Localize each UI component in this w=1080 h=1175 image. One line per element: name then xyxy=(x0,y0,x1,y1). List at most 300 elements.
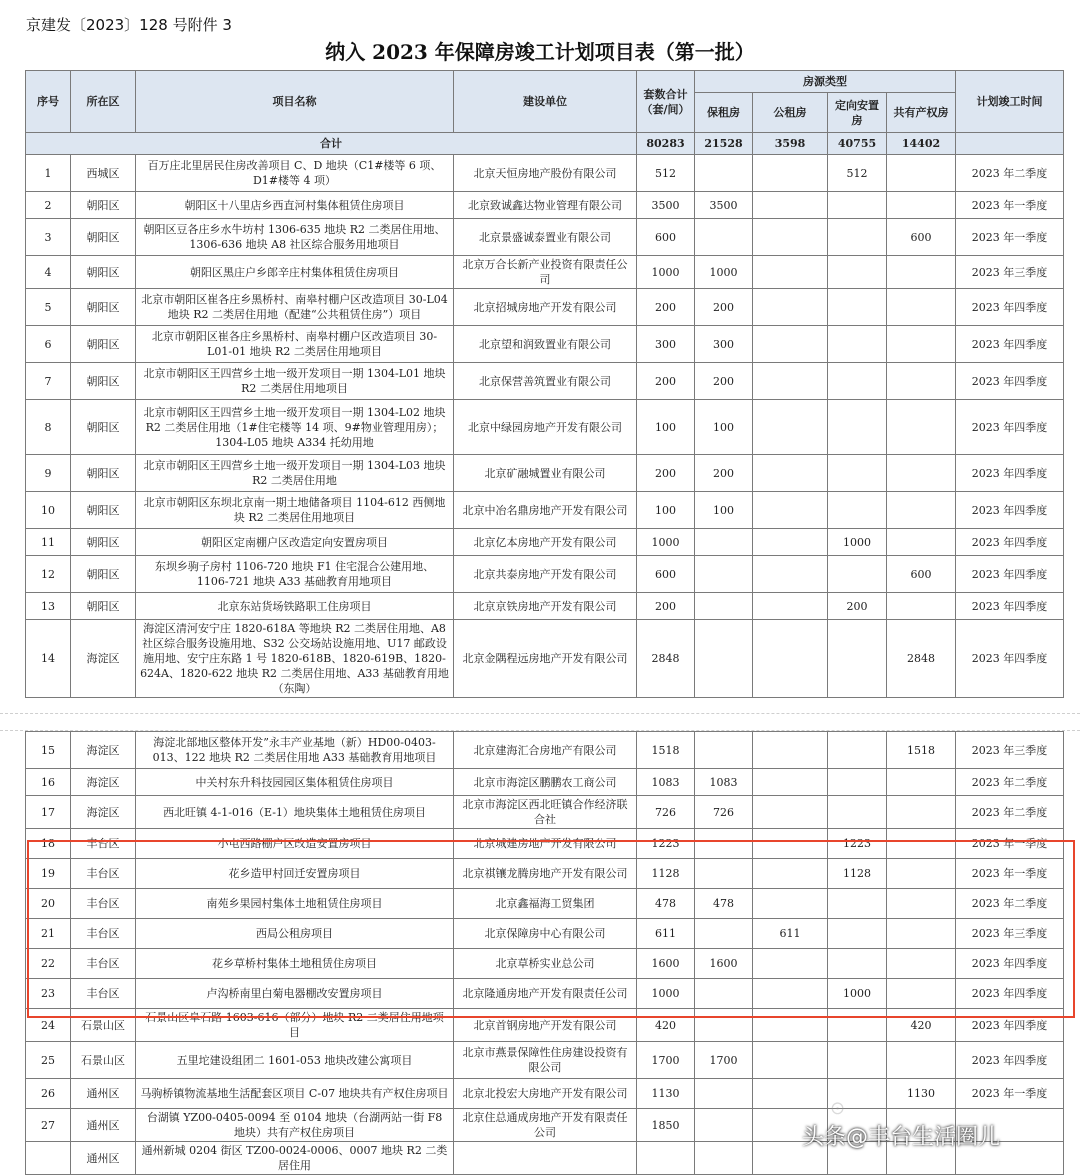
cell-public xyxy=(753,889,828,919)
cell-district: 海淀区 xyxy=(71,769,136,796)
cell-total: 1000 xyxy=(637,256,695,289)
cell-shared xyxy=(887,455,956,492)
cell-builder: 北京保营善筑置业有限公司 xyxy=(454,363,637,400)
table-body-top xyxy=(26,133,1064,698)
cell-resettle xyxy=(828,256,887,289)
cell-shared xyxy=(887,289,956,326)
header-district: 所在区 xyxy=(71,71,136,133)
cell-builder: 北京中冶名鼎房地产开发有限公司 xyxy=(454,492,637,529)
cell-total: 1128 xyxy=(637,859,695,889)
cell-shared xyxy=(887,192,956,219)
cell-district: 西城区 xyxy=(71,155,136,192)
cell-public xyxy=(753,492,828,529)
cell-rent xyxy=(695,620,753,698)
cell-builder: 北京保障房中心有限公司 xyxy=(454,919,637,949)
cell-resettle xyxy=(828,1042,887,1079)
cell-resettle xyxy=(828,326,887,363)
cell-shared xyxy=(887,829,956,859)
cell-rent xyxy=(695,593,753,620)
cell-resettle xyxy=(828,769,887,796)
cell-public xyxy=(753,256,828,289)
cell-shared xyxy=(887,919,956,949)
cell-total: 200 xyxy=(637,363,695,400)
cell-project: 北京市朝阳区崔各庄乡黑桥村、南皋村棚户区改造项目 30-L04 地块 R2 二类居住用地（配建“公共租赁住房”）项目 xyxy=(136,289,454,326)
header-resettle: 定向安置房 xyxy=(828,93,887,133)
cell-seq: 4 xyxy=(26,256,71,289)
cell-resettle xyxy=(828,556,887,593)
cell-district: 朝阳区 xyxy=(71,455,136,492)
totals-shared: 14402 xyxy=(887,133,956,155)
cell-project: 小屯西路棚户区改造安置房项目 xyxy=(136,829,454,859)
cell-public xyxy=(753,796,828,829)
cell-shared xyxy=(887,979,956,1009)
cell-district: 朝阳区 xyxy=(71,192,136,219)
cell-rent: 100 xyxy=(695,492,753,529)
cell-rent: 200 xyxy=(695,363,753,400)
cell-seq xyxy=(26,1142,71,1175)
table-bottom-page xyxy=(25,731,1063,1175)
cell-builder: 北京祺镶龙腾房地产开发有限公司 xyxy=(454,859,637,889)
cell-shared: 1518 xyxy=(887,732,956,769)
cell-seq: 2 xyxy=(26,192,71,219)
cell-resettle xyxy=(828,289,887,326)
cell-total: 420 xyxy=(637,1009,695,1042)
cell-seq: 22 xyxy=(26,949,71,979)
table-top-page xyxy=(25,70,1063,698)
cell-public xyxy=(753,192,828,219)
cell-rent: 478 xyxy=(695,889,753,919)
cell-shared: 420 xyxy=(887,1009,956,1042)
cell-resettle xyxy=(828,1009,887,1042)
cell-plan: 2023 年四季度 xyxy=(956,363,1064,400)
cell-district: 朝阳区 xyxy=(71,363,136,400)
cell-district: 石景山区 xyxy=(71,1009,136,1042)
cell-rent xyxy=(695,979,753,1009)
cell-project: 通州新城 0204 街区 TZ00-0024-0006、0007 地块 R2 二类居住用 xyxy=(136,1142,454,1175)
table-row xyxy=(26,593,1064,620)
cell-shared xyxy=(887,889,956,919)
cell-seq: 24 xyxy=(26,1009,71,1042)
cell-shared xyxy=(887,155,956,192)
cell-total: 200 xyxy=(637,593,695,620)
cell-shared: 1130 xyxy=(887,1079,956,1109)
cell-public xyxy=(753,1042,828,1079)
header-builder: 建设单位 xyxy=(454,71,637,133)
cell-rent xyxy=(695,556,753,593)
cell-total: 200 xyxy=(637,455,695,492)
watermark-text: 头条@丰台生活圈儿 xyxy=(802,1125,1001,1150)
cell-plan: 2023 年一季度 xyxy=(956,192,1064,219)
table-row xyxy=(26,796,1064,829)
cell-seq: 18 xyxy=(26,829,71,859)
cell-rent: 100 xyxy=(695,400,753,455)
table-row xyxy=(26,949,1064,979)
cell-district: 石景山区 xyxy=(71,1042,136,1079)
cell-public xyxy=(753,732,828,769)
header-shared: 共有产权房 xyxy=(887,93,956,133)
cell-seq: 16 xyxy=(26,769,71,796)
watermark-ghost: ⊙ xyxy=(830,1098,846,1119)
cell-resettle: 1128 xyxy=(828,859,887,889)
cell-project: 马驹桥镇物流基地生活配套区项目 C-07 地块共有产权住房项目 xyxy=(136,1079,454,1109)
totals-rent: 21528 xyxy=(695,133,753,155)
cell-rent xyxy=(695,155,753,192)
cell-district: 朝阳区 xyxy=(71,492,136,529)
table-body-bottom xyxy=(26,732,1064,1175)
cell-resettle xyxy=(828,919,887,949)
header-type-group: 房源类型 xyxy=(695,71,956,93)
cell-builder: 北京市海淀区鹏鹏农工商公司 xyxy=(454,769,637,796)
project-table-top xyxy=(25,70,1064,698)
cell-plan: 2023 年一季度 xyxy=(956,859,1064,889)
cell-resettle: 1000 xyxy=(828,979,887,1009)
cell-builder: 北京市燕景保障性住房建设投资有限公司 xyxy=(454,1042,637,1079)
cell-shared xyxy=(887,769,956,796)
cell-rent xyxy=(695,219,753,256)
cell-public xyxy=(753,769,828,796)
cell-district: 丰台区 xyxy=(71,979,136,1009)
cell-resettle xyxy=(828,219,887,256)
cell-total: 1850 xyxy=(637,1109,695,1142)
table-row xyxy=(26,979,1064,1009)
cell-project: 朝阳区定南棚户区改造定向安置房项目 xyxy=(136,529,454,556)
cell-public xyxy=(753,363,828,400)
cell-project: 海淀区清河安宁庄 1820-618A 等地块 R2 二类居住用地、A8 社区综合服务设施用地、S32 公交场站设施用地、U17 邮政设施用地、安宁庄东路 1 号 1820-618B、1820-619B、1820-624A、1820-622 地块 R2 二类居住用地、A33 基础教育用地（东陶） xyxy=(136,620,454,698)
cell-public xyxy=(753,529,828,556)
cell-builder: 北京万合长新产业投资有限责任公司 xyxy=(454,256,637,289)
cell-plan: 2023 年四季度 xyxy=(956,1009,1064,1042)
header-total: 套数合计（套/间） xyxy=(637,71,695,133)
cell-district: 通州区 xyxy=(71,1142,136,1175)
cell-project: 花乡造甲村回迁安置房项目 xyxy=(136,859,454,889)
cell-shared xyxy=(887,1042,956,1079)
cell-seq: 10 xyxy=(26,492,71,529)
header-public: 公租房 xyxy=(753,93,828,133)
cell-project: 北京市朝阳区王四营乡土地一级开发项目一期 1304-L01 地块 R2 二类居住用地项目 xyxy=(136,363,454,400)
cell-public xyxy=(753,859,828,889)
cell-builder: 北京住总通成房地产开发有限责任公司 xyxy=(454,1109,637,1142)
cell-resettle: 1223 xyxy=(828,829,887,859)
cell-rent xyxy=(695,1079,753,1109)
cell-district: 丰台区 xyxy=(71,829,136,859)
cell-district: 海淀区 xyxy=(71,732,136,769)
cell-builder: 北京城建房地产开发有限公司 xyxy=(454,829,637,859)
cell-total: 611 xyxy=(637,919,695,949)
cell-rent: 1700 xyxy=(695,1042,753,1079)
totals-resettle: 40755 xyxy=(828,133,887,155)
cell-district: 朝阳区 xyxy=(71,256,136,289)
cell-builder: 北京天恒房地产股份有限公司 xyxy=(454,155,637,192)
cell-plan: 2023 年二季度 xyxy=(956,889,1064,919)
cell-plan: 2023 年二季度 xyxy=(956,155,1064,192)
cell-total: 1223 xyxy=(637,829,695,859)
cell-district: 丰台区 xyxy=(71,859,136,889)
cell-district: 丰台区 xyxy=(71,919,136,949)
cell-rent xyxy=(695,732,753,769)
table-row xyxy=(26,732,1064,769)
cell-rent xyxy=(695,1009,753,1042)
cell-total: 726 xyxy=(637,796,695,829)
cell-district: 通州区 xyxy=(71,1109,136,1142)
cell-public: 611 xyxy=(753,919,828,949)
cell-plan: 2023 年一季度 xyxy=(956,829,1064,859)
table-row xyxy=(26,620,1064,698)
cell-resettle: 1000 xyxy=(828,529,887,556)
table-row xyxy=(26,1079,1064,1109)
cell-plan: 2023 年四季度 xyxy=(956,1042,1064,1079)
cell-district: 海淀区 xyxy=(71,620,136,698)
table-row xyxy=(26,192,1064,219)
cell-shared: 600 xyxy=(887,219,956,256)
cell-project: 朝阳区十八里店乡西直河村集体租赁住房项目 xyxy=(136,192,454,219)
cell-rent xyxy=(695,829,753,859)
cell-project: 西北旺镇 4-1-016（E-1）地块集体土地租赁住房项目 xyxy=(136,796,454,829)
cell-district: 朝阳区 xyxy=(71,593,136,620)
table-row xyxy=(26,1009,1064,1042)
table-row xyxy=(26,326,1064,363)
cell-public xyxy=(753,949,828,979)
header-seq: 序号 xyxy=(26,71,71,133)
cell-rent xyxy=(695,529,753,556)
cell-builder: 北京亿本房地产开发有限公司 xyxy=(454,529,637,556)
cell-project: 百万庄北里居民住房改善项目 C、D 地块（C1#楼等 6 项、D1#楼等 4 项） xyxy=(136,155,454,192)
cell-plan: 2023 年三季度 xyxy=(956,732,1064,769)
cell-builder: 北京景盛诚泰置业有限公司 xyxy=(454,219,637,256)
table-row xyxy=(26,919,1064,949)
cell-total: 2848 xyxy=(637,620,695,698)
cell-resettle xyxy=(828,400,887,455)
cell-shared: 2848 xyxy=(887,620,956,698)
cell-district: 丰台区 xyxy=(71,889,136,919)
cell-public xyxy=(753,326,828,363)
cell-plan: 2023 年四季度 xyxy=(956,492,1064,529)
cell-total: 512 xyxy=(637,155,695,192)
document-reference: 京建发〔2023〕128 号附件 3 xyxy=(26,16,232,34)
cell-public xyxy=(753,155,828,192)
table-row xyxy=(26,155,1064,192)
cell-district: 朝阳区 xyxy=(71,556,136,593)
cell-plan: 2023 年四季度 xyxy=(956,529,1064,556)
cell-resettle xyxy=(828,192,887,219)
cell-rent: 1600 xyxy=(695,949,753,979)
cell-total: 1083 xyxy=(637,769,695,796)
cell-project: 东坝乡驹子房村 1106-720 地块 F1 住宅混合公建用地、1106-721 地块 A33 基础教育用地项目 xyxy=(136,556,454,593)
cell-shared xyxy=(887,949,956,979)
cell-project: 北京市朝阳区东坝北京南一期土地储备项目 1104-612 西侧地块 R2 二类居住用地项目 xyxy=(136,492,454,529)
cell-plan: 2023 年一季度 xyxy=(956,219,1064,256)
cell-project: 北京东站货场铁路职工住房项目 xyxy=(136,593,454,620)
cell-builder: 北京中绿园房地产开发有限公司 xyxy=(454,400,637,455)
cell-public xyxy=(753,620,828,698)
cell-district: 通州区 xyxy=(71,1079,136,1109)
cell-plan: 2023 年三季度 xyxy=(956,919,1064,949)
cell-shared xyxy=(887,492,956,529)
table-row xyxy=(26,455,1064,492)
cell-resettle xyxy=(828,732,887,769)
table-row xyxy=(26,492,1064,529)
cell-plan: 2023 年四季度 xyxy=(956,289,1064,326)
totals-total: 80283 xyxy=(637,133,695,155)
cell-project: 朝阳区豆各庄乡水牛坊村 1306-635 地块 R2 二类居住用地、1306-636 地块 A8 社区综合服务用地项目 xyxy=(136,219,454,256)
totals-label: 合计 xyxy=(26,133,637,155)
cell-seq: 23 xyxy=(26,979,71,1009)
cell-seq: 12 xyxy=(26,556,71,593)
cell-total: 3500 xyxy=(637,192,695,219)
cell-public xyxy=(753,1079,828,1109)
cell-total: 600 xyxy=(637,556,695,593)
table-row xyxy=(26,529,1064,556)
cell-district: 朝阳区 xyxy=(71,289,136,326)
cell-seq: 20 xyxy=(26,889,71,919)
cell-plan: 2023 年四季度 xyxy=(956,949,1064,979)
cell-public xyxy=(753,455,828,492)
table-row xyxy=(26,859,1064,889)
cell-district: 朝阳区 xyxy=(71,219,136,256)
totals-public: 3598 xyxy=(753,133,828,155)
cell-resettle xyxy=(828,889,887,919)
cell-builder: 北京共泰房地产开发有限公司 xyxy=(454,556,637,593)
table-row xyxy=(26,363,1064,400)
cell-builder: 北京草桥实业总公司 xyxy=(454,949,637,979)
cell-shared xyxy=(887,593,956,620)
cell-rent: 3500 xyxy=(695,192,753,219)
cell-project: 卢沟桥南里白菊电器棚改安置房项目 xyxy=(136,979,454,1009)
cell-rent: 1000 xyxy=(695,256,753,289)
cell-district: 丰台区 xyxy=(71,949,136,979)
cell-seq: 7 xyxy=(26,363,71,400)
cell-seq: 25 xyxy=(26,1042,71,1079)
cell-project: 北京市朝阳区崔各庄乡黑桥村、南皋村棚户区改造项目 30-L01-01 地块 R2 二类居住用地项目 xyxy=(136,326,454,363)
cell-builder: 北京金隅程远房地产开发有限公司 xyxy=(454,620,637,698)
cell-resettle xyxy=(828,363,887,400)
cell-rent: 1083 xyxy=(695,769,753,796)
document-title: 纳入 2023 年保障房竣工计划项目表（第一批） xyxy=(325,40,755,64)
cell-rent xyxy=(695,1142,753,1175)
cell-plan: 2023 年四季度 xyxy=(956,979,1064,1009)
cell-project: 北京市朝阳区王四营乡土地一级开发项目一期 1304-L03 地块 R2 二类居住用地 xyxy=(136,455,454,492)
cell-shared xyxy=(887,400,956,455)
cell-shared xyxy=(887,256,956,289)
header-plan: 计划竣工时间 xyxy=(956,71,1064,133)
cell-builder: 北京招城房地产开发有限公司 xyxy=(454,289,637,326)
cell-public xyxy=(753,219,828,256)
cell-seq: 9 xyxy=(26,455,71,492)
cell-seq: 3 xyxy=(26,219,71,256)
cell-project: 五里坨建设组团二 1601-053 地块改建公寓项目 xyxy=(136,1042,454,1079)
cell-resettle: 512 xyxy=(828,155,887,192)
cell-total: 300 xyxy=(637,326,695,363)
cell-district: 海淀区 xyxy=(71,796,136,829)
cell-total: 1130 xyxy=(637,1079,695,1109)
cell-seq: 26 xyxy=(26,1079,71,1109)
totals-plan xyxy=(956,133,1064,155)
cell-plan: 2023 年四季度 xyxy=(956,400,1064,455)
cell-shared xyxy=(887,859,956,889)
cell-plan: 2023 年四季度 xyxy=(956,620,1064,698)
cell-builder: 北京首钢房地产开发有限公司 xyxy=(454,1009,637,1042)
cell-project: 西局公租房项目 xyxy=(136,919,454,949)
cell-plan: 2023 年一季度 xyxy=(956,1079,1064,1109)
cell-total: 478 xyxy=(637,889,695,919)
cell-seq: 13 xyxy=(26,593,71,620)
cell-resettle xyxy=(828,796,887,829)
cell-resettle: 200 xyxy=(828,593,887,620)
page-break xyxy=(0,713,1080,731)
cell-builder: 北京隆通房地产开发有限责任公司 xyxy=(454,979,637,1009)
cell-total: 1000 xyxy=(637,979,695,1009)
table-row xyxy=(26,400,1064,455)
cell-project: 南苑乡果园村集体土地租赁住房项目 xyxy=(136,889,454,919)
cell-district: 朝阳区 xyxy=(71,326,136,363)
cell-seq: 21 xyxy=(26,919,71,949)
table-row xyxy=(26,889,1064,919)
cell-seq: 11 xyxy=(26,529,71,556)
cell-plan: 2023 年三季度 xyxy=(956,256,1064,289)
cell-resettle xyxy=(828,620,887,698)
cell-total xyxy=(637,1142,695,1175)
cell-total: 100 xyxy=(637,400,695,455)
cell-rent: 200 xyxy=(695,289,753,326)
cell-shared xyxy=(887,529,956,556)
cell-builder: 北京矿融城置业有限公司 xyxy=(454,455,637,492)
cell-shared xyxy=(887,363,956,400)
cell-plan: 2023 年二季度 xyxy=(956,769,1064,796)
cell-total: 100 xyxy=(637,492,695,529)
table-row xyxy=(26,256,1064,289)
cell-plan: 2023 年四季度 xyxy=(956,326,1064,363)
project-table-bottom xyxy=(25,731,1064,1175)
cell-seq: 5 xyxy=(26,289,71,326)
cell-resettle xyxy=(828,492,887,529)
cell-total: 1700 xyxy=(637,1042,695,1079)
cell-resettle xyxy=(828,949,887,979)
cell-seq: 15 xyxy=(26,732,71,769)
cell-public xyxy=(753,1009,828,1042)
cell-builder: 北京致诚鑫达物业管理有限公司 xyxy=(454,192,637,219)
cell-rent xyxy=(695,1109,753,1142)
cell-public xyxy=(753,829,828,859)
table-row xyxy=(26,829,1064,859)
cell-rent xyxy=(695,859,753,889)
cell-seq: 1 xyxy=(26,155,71,192)
header-rent: 保租房 xyxy=(695,93,753,133)
table-row xyxy=(26,769,1064,796)
cell-public xyxy=(753,556,828,593)
cell-builder xyxy=(454,1142,637,1175)
table-row xyxy=(26,1042,1064,1079)
cell-plan: 2023 年二季度 xyxy=(956,796,1064,829)
cell-rent xyxy=(695,919,753,949)
cell-project: 台湖镇 YZ00-0405-0094 至 0104 地块（台湖两站一街 F8 地块）共有产权住房项目 xyxy=(136,1109,454,1142)
cell-public xyxy=(753,289,828,326)
cell-builder: 北京望和润致置业有限公司 xyxy=(454,326,637,363)
cell-seq: 14 xyxy=(26,620,71,698)
cell-public xyxy=(753,593,828,620)
cell-seq: 8 xyxy=(26,400,71,455)
cell-builder: 北京北投宏大房地产开发有限公司 xyxy=(454,1079,637,1109)
cell-seq: 17 xyxy=(26,796,71,829)
cell-builder: 北京建海汇合房地产有限公司 xyxy=(454,732,637,769)
table-row xyxy=(26,556,1064,593)
cell-project: 朝阳区黑庄户乡郎辛庄村集体租赁住房项目 xyxy=(136,256,454,289)
cell-total: 1600 xyxy=(637,949,695,979)
header-project: 项目名称 xyxy=(136,71,454,133)
cell-district: 朝阳区 xyxy=(71,529,136,556)
cell-district: 朝阳区 xyxy=(71,400,136,455)
cell-builder: 北京京铁房地产开发有限公司 xyxy=(454,593,637,620)
cell-builder: 北京鑫福海工贸集团 xyxy=(454,889,637,919)
cell-seq: 19 xyxy=(26,859,71,889)
